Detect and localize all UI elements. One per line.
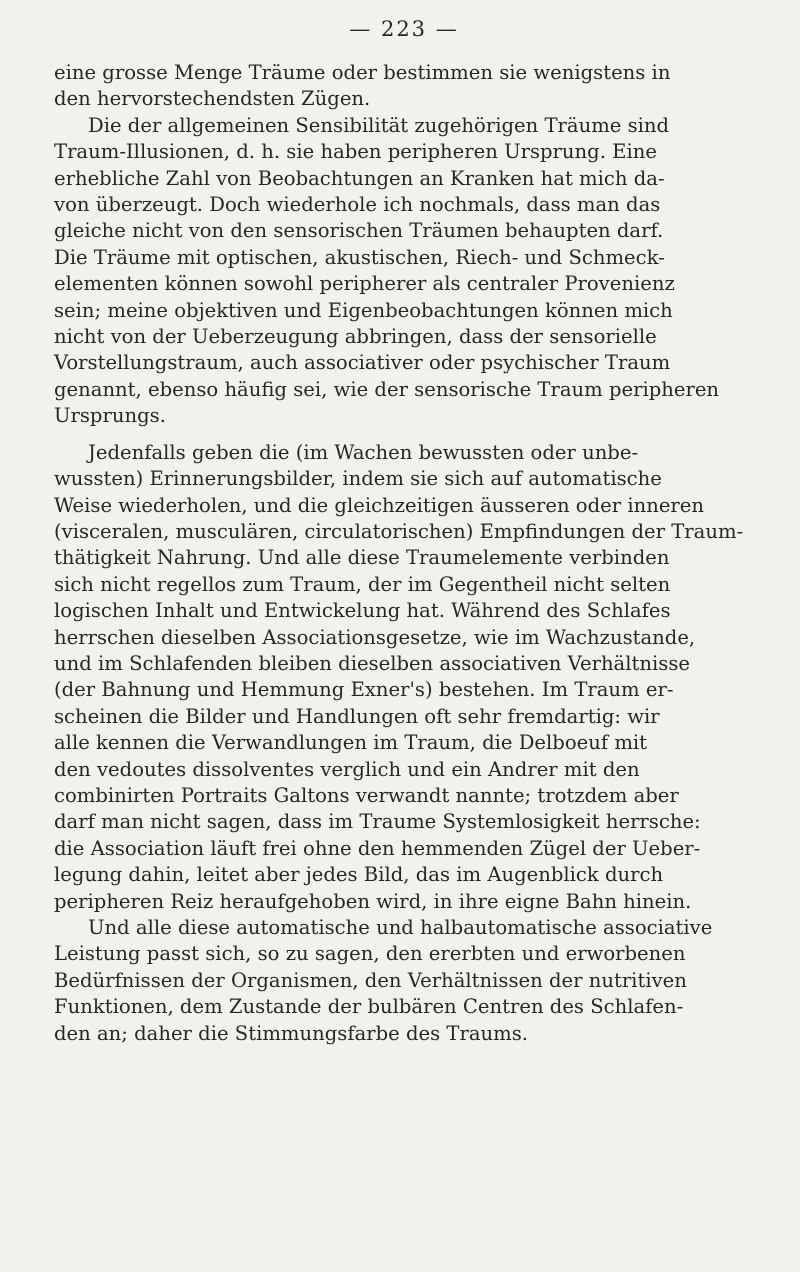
text-line: genannt, ebenso häufig sei, wie der sensorische Traum peripheren bbox=[54, 377, 720, 401]
page-number: — 223 — bbox=[349, 17, 459, 41]
text-line: Ursprungs. bbox=[54, 404, 166, 428]
text-line: scheinen die Bilder und Handlungen oft sehr fremdartig: wir bbox=[54, 704, 660, 728]
text-line: und im Schlafenden bleiben dieselben associativen Verhältnisse bbox=[54, 651, 690, 675]
paragraph-4 bbox=[54, 915, 754, 1047]
text-line: Vorstellungstraum, auch associativer oder psychischer Traum bbox=[54, 351, 671, 375]
text-line: Funktionen, dem Zustande der bulbären Centren des Schlafen- bbox=[54, 995, 684, 1019]
text-line: nicht von der Ueberzeugung abbringen, dass der sensorielle bbox=[54, 325, 657, 349]
text-line: die Association läuft frei ohne den hemmenden Zügel der Ueber- bbox=[54, 836, 701, 860]
text-line: Weise wiederholen, und die gleichzeitigen äusseren oder inneren bbox=[54, 493, 705, 517]
text-line: logischen Inhalt und Entwickelung hat. Während des Schlafes bbox=[54, 599, 671, 623]
text-line: Und alle diese automatische und halbautomatische associative bbox=[88, 916, 713, 939]
text-line: Die der allgemeinen Sensibilität zugehörigen Träume sind bbox=[88, 113, 670, 137]
text-line: Leistung passt sich, so zu sagen, den ererbten und erworbenen bbox=[54, 942, 686, 966]
text-line: sich nicht regellos zum Traum, der im Gegentheil nicht selten bbox=[54, 572, 671, 596]
paragraph-1 bbox=[54, 60, 754, 113]
text-line: Jedenfalls geben die (im Wachen bewussten oder unbe- bbox=[88, 440, 639, 464]
text-line: darf man nicht sagen, dass im Traume Systemlosigkeit herrsche: bbox=[54, 810, 701, 834]
text-line: eine grosse Menge Träume oder bestimmen sie wenigstens in bbox=[54, 61, 671, 84]
text-line: (visceralen, musculären, circulatorischen) Empfindungen der Traum- bbox=[54, 519, 744, 543]
text-line: den an; daher die Stimmungsfarbe des Traums. bbox=[54, 1021, 529, 1045]
text-line: gleiche nicht von den sensorischen Träumen behaupten darf. bbox=[54, 219, 664, 243]
text-line: Die Träume mit optischen, akustischen, Riech- und Schmeck- bbox=[54, 245, 665, 269]
paragraph-gap bbox=[54, 430, 754, 440]
text-line: von überzeugt. Doch wiederhole ich nochmals, dass man das bbox=[54, 193, 661, 217]
text-line: legung dahin, leitet aber jedes Bild, das im Augenblick durch bbox=[54, 863, 664, 887]
text-line: den vedoutes dissolventes verglich und ein Andrer mit den bbox=[54, 757, 640, 781]
paragraph-3 bbox=[54, 440, 754, 915]
book-page bbox=[54, 14, 754, 1047]
text-line: peripheren Reiz heraufgehoben wird, in ihre eigne Bahn hinein. bbox=[54, 889, 692, 913]
text-line: wussten) Erinnerungsbilder, indem sie sich auf automatische bbox=[54, 467, 662, 491]
text-line: alle kennen die Verwandlungen im Traum, die Delboeuf mit bbox=[54, 731, 648, 755]
text-line: Traum-Illusionen, d. h. sie haben peripheren Ursprung. Eine bbox=[54, 140, 657, 164]
text-line: Bedürfnissen der Organismen, den Verhältnissen der nutritiven bbox=[54, 968, 687, 992]
paragraph-2 bbox=[54, 113, 754, 430]
text-line: (der Bahnung und Hemmung Exner's) bestehen. Im Traum er- bbox=[54, 678, 674, 702]
text-line: den hervorstechendsten Zügen. bbox=[54, 87, 371, 111]
text-line: herrschen dieselben Associationsgesetze, wie im Wachzustande, bbox=[54, 625, 696, 649]
text-line: thätigkeit Nahrung. Und alle diese Traumelemente verbinden bbox=[54, 546, 670, 570]
text-line: combinirten Portraits Galtons verwandt nannte; trotzdem aber bbox=[54, 783, 679, 807]
text-line: sein; meine objektiven und Eigenbeobachtungen können mich bbox=[54, 298, 673, 322]
text-line: elementen können sowohl peripherer als centraler Provenienz bbox=[54, 272, 675, 296]
text-line: erhebliche Zahl von Beobachtungen an Kranken hat mich da- bbox=[54, 166, 665, 190]
